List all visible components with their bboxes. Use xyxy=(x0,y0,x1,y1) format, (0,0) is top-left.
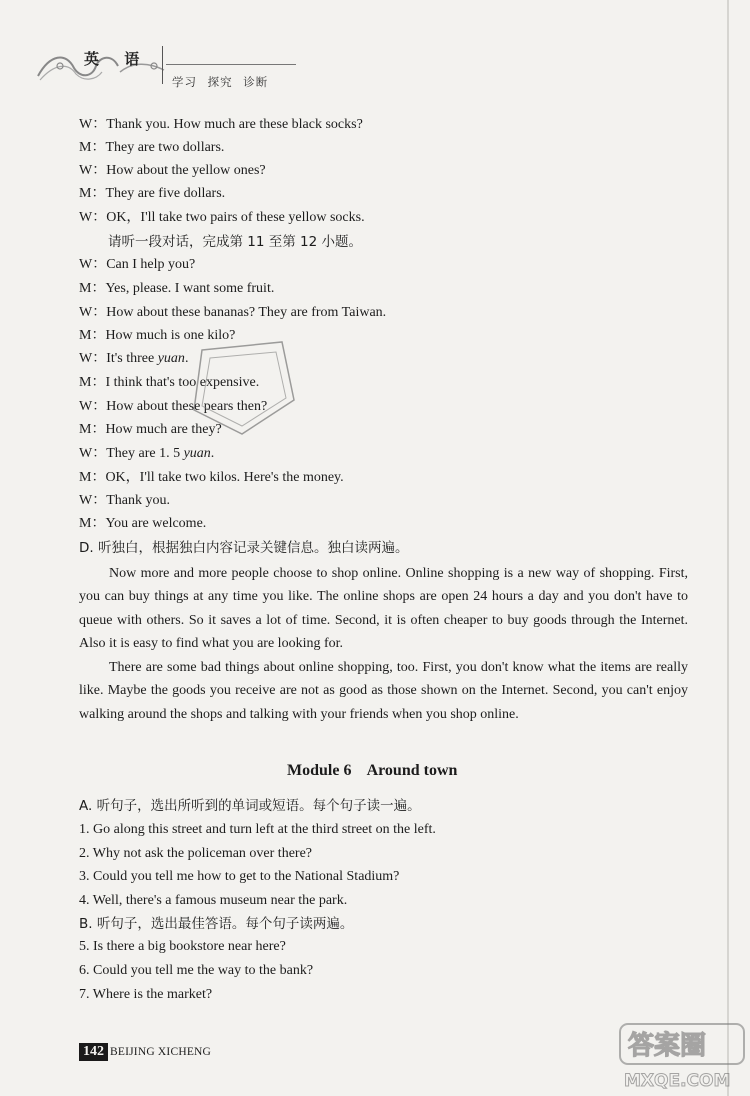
module-title: Module 6 Around town xyxy=(287,762,458,779)
dialogue-text: . xyxy=(184,351,189,366)
dialogue-line: W：Thank you. How much are these black socks? xyxy=(79,117,363,132)
dialogue-line: M：You are welcome. xyxy=(79,516,207,531)
question-item: 2. Why not ask the policeman over there? xyxy=(79,846,312,861)
svg-text:答案圈: 答案圈 xyxy=(628,1031,707,1061)
instruction-11-12: 请听一段对话，完成第 11 至第 12 小题。 xyxy=(108,234,363,250)
dialogue-text: . xyxy=(210,446,215,461)
svg-text:MXQE.COM: MXQE.COM xyxy=(624,1071,731,1091)
dialogue-text: W：They are 1. 5 xyxy=(79,446,184,461)
dialogue-line: M：They are two dollars. xyxy=(79,140,225,155)
page-footer xyxy=(79,1042,211,1062)
question-item: 4. Well, there's a famous museum near the park. xyxy=(79,893,348,908)
dialogue-line: M：How much are they? xyxy=(79,422,222,437)
dialogue-line: M：Yes, please. I want some fruit. xyxy=(79,281,275,296)
dialogue-line: W：Thank you. xyxy=(79,493,170,508)
question-item: 3. Could you tell me how to get to the National Stadium? xyxy=(79,869,400,884)
dialogue-line: M：How much is one kilo? xyxy=(79,328,236,343)
dialogue-line xyxy=(79,350,188,368)
currency-word: yuan xyxy=(157,351,185,366)
header-rule xyxy=(166,64,296,65)
monologue-paragraph-2: There are some bad things about online shopping, too. First, you don't know what the items are really like. Maybe the goods you receive are not as good as those shown on the Internet. Second, you can't enjoy walking around the shops and talking with your friends when you shop online. xyxy=(79,660,688,722)
dialogue-line: M：They are five dollars. xyxy=(79,186,226,201)
dialogue-line xyxy=(79,445,214,463)
question-item: 7. Where is the market? xyxy=(79,987,213,1002)
dialogue-line: M：OK，I'll take two kilos. Here's the money. xyxy=(79,470,344,485)
currency-word: yuan xyxy=(183,446,211,461)
question-item: 5. Is there a big bookstore near here? xyxy=(79,939,286,954)
subject-title: 英 语 xyxy=(84,50,150,68)
dialogue-line: W：Can I help you? xyxy=(79,257,196,272)
stamp-watermark-icon xyxy=(182,330,302,440)
question-item: 1. Go along this street and turn left at the third street on the left. xyxy=(79,822,436,837)
page-header xyxy=(36,40,336,100)
header-tagline: 学习 探究 诊断 xyxy=(172,75,269,89)
monologue-paragraph-1: Now more and more people choose to shop online. Online shopping is a new way of shopping. First, you can buy things at any time you like. The online shops are open 24 hours a day and you don't have to queue with others. So it saves a lot of time. Second, it is often cheaper to buy goods through the Internet. Also it is easy to find what you are looking for. xyxy=(79,566,688,651)
corner-watermark-logo xyxy=(618,1022,746,1092)
dialogue-line: W：How about these bananas? They are from Taiwan. xyxy=(79,305,387,320)
section-b-instruction: B. 听句子，选出最佳答语。每个句子读两遍。 xyxy=(79,916,354,932)
dialogue-line: W：OK，I'll take two pairs of these yellow socks. xyxy=(79,210,365,225)
page-edge-shadow xyxy=(727,0,729,1096)
dialogue-line: W：How about the yellow ones? xyxy=(79,163,266,178)
header-divider xyxy=(162,46,163,84)
dialogue-text: W：It's three xyxy=(79,351,158,366)
section-a-instruction: A. 听句子，选出所听到的单词或短语。每个句子读一遍。 xyxy=(79,798,421,814)
section-d-instruction: D. 听独白，根据独白内容记录关键信息。独白读两遍。 xyxy=(79,540,409,556)
question-item: 6. Could you tell me the way to the bank? xyxy=(79,963,314,978)
publisher-name: BEIJING XICHENG xyxy=(110,1046,212,1058)
page-number: 142 xyxy=(79,1043,108,1061)
dialogue-line: M：I think that's too expensive. xyxy=(79,375,260,390)
dialogue-line: W：How about these pears then? xyxy=(79,399,268,414)
